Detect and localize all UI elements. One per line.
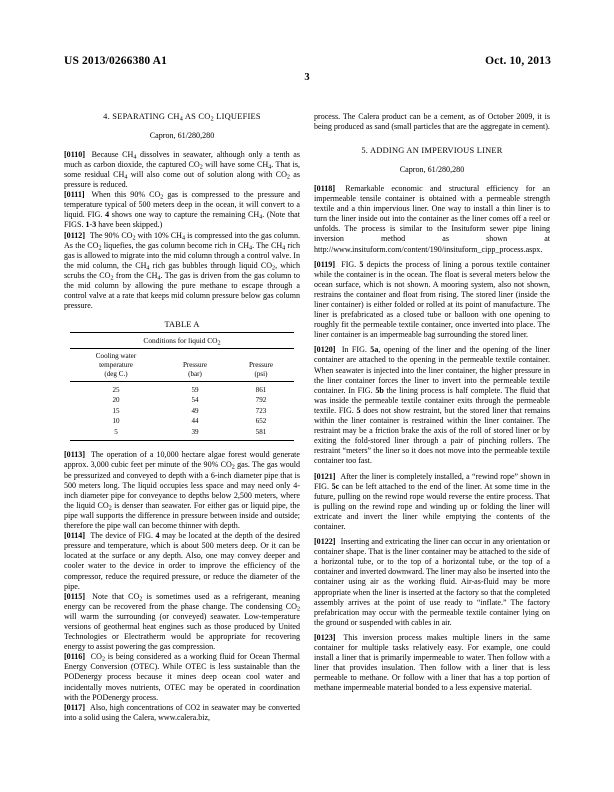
paragraph-0113: [0113] The operation of a 10,000 hectare algae forest would generate approx. 3,000 cubic feet per minute of the 90% $CO_2$ gas. The gas would be pressurized and conveyed to depth with a 6-inch diameter pipe that is 500 meters long. The liquid occupies less space and may need only 4-inch diameter pipe for conveyance to depths below 2,500 meters, where the liquid $CO_2$ is denser than seawater. For either gas or liquid pipe, the pipe wall supports the difference in pressure between inside and outside; therefore the pipe wall can become thinner with depth. <box>64 450 300 531</box>
paragraph-0112: [0112] The 90% $CO_2$ with 10% $CH_4$ is compressed into the gas column. As the $CO_2$ liquefies, the gas column become rich in $CH_4$. The $CH_4$ rich gas is allowed to migrate into the mid column through a control valve. In the mid column, the $CH_4$ rich gas bubbles through liquid $CO_2$, which scrubs the $CO_2$ from the $CH_4$. The gas is driven from the gas column to the mid column by allowing the pure methane to escape through a control valve at a rate that keeps mid column pressure below gas column pressure. <box>64 230 300 311</box>
paragraph-0121: [0121] After the liner is completely installed, a “rewind rope” shown in FIG. 5c can be left attached to the end of the liner. At some time in the future, pulling on the rewind rope would reverse the entire process. That is pulling on the rewind rope and winding up or folding the liner will extricate and invert the liner while emptying the contents of the container. <box>314 471 550 531</box>
cell-temperature: 20 <box>112 396 120 405</box>
running-head <box>64 55 551 67</box>
table-a-caption: TABLE A <box>164 320 200 330</box>
table-a-subcaption: Conditions for liquid $CO_2$ <box>143 335 221 347</box>
paragraph-number: [0118] <box>314 183 336 193</box>
paragraph-number: [0119] <box>314 259 336 269</box>
paragraph-0120: [0120] In FIG. 5a, opening of the liner and the opening of the liner container are attached to the opening in the permeable textile container. When seawater is injected into the liner container, the higher pressure in the liner container forces the liner to invert into the permeable textile container. In FIG. 5b the lining process is half complete. The fluid that was inside the permeable textile container exits through the permeable textile. FIG. 5 does not show restraint, but the stored liner that remains within the liner container is restrained within the liner container. The restraint may be a friction brake the axis of the roll of stored liner or by exiting the fold-stored liner through a pair of pinching rollers. The restraint “meters” the liner so it does not move into the permeable textile container too fast. <box>314 345 550 466</box>
right-column <box>314 112 550 772</box>
section-heading-5: 5. ADDING AN IMPERVIOUS LINER <box>361 146 503 156</box>
paragraph-number: [0117] <box>64 702 86 712</box>
paragraph-0119: [0119] FIG. 5 depicts the process of lining a porous textile container while the container is in the ocean. The float is several meters below the ocean surface, which is not shown. A mooring system, also not shown, restrains the container and float from rising. The stored liner (inside the liner container) is either folded or rolled at its point of manufacture. The liner is prefabricated as a closed tube or balloon with one opening to roughly fit the permeable textile container, once inverted into place. The liner container is an impermeable bag surrounding the stored liner. <box>314 259 550 340</box>
publication-number: US 2013/0266380 A1 <box>64 55 168 67</box>
cell-temperature: 15 <box>112 406 120 415</box>
table-a <box>70 332 294 441</box>
cell-pressure-bar: 49 <box>191 406 199 415</box>
section-4-citation: Capron, 61/280,280 <box>149 131 215 141</box>
cell-pressure-bar: 59 <box>191 385 199 394</box>
table-row <box>70 417 294 427</box>
table-row <box>70 385 294 395</box>
publication-date: Oct. 10, 2013 <box>485 55 551 67</box>
cell-temperature: 25 <box>112 385 120 394</box>
paragraph-0118: [0118] Remarkable economic and structural efficiency for an impermeable tensile container is obtained with a permeable strength textile and a thin impervious liner. One way to install a thin liner is to turn the liner inside out into the container as the liner comes off a reel or unfolds. The process is similar to the Insituform sewer pipe lining inversion method as shown at http://www.insituform.com/content/190/insituform_cipp_process.aspx. <box>314 183 550 254</box>
left-column <box>64 112 300 772</box>
paragraph-0114: [0114] The device of FIG. 4 may be located at the depth of the desired pressure and temperature, which is about 500 meters deep. Or it can be located at the surface or any depth. Also, one may convey deeper and cooler water to the device in order to improve the efficiency of the compressor, reduce the required pressure, or reduce the diameter of the pipe. <box>64 531 301 591</box>
paragraph-0123: [0123] This inversion process makes multiple liners in the same container for multiple tasks relatively easy. For example, one could install a liner that is primarily impermeable to water. Then follow with a liner that provides insulation. Then follow with a liner that is less permeable to methane. Or follow with a liner that has a top portion of methane impermeable material bonded to a less expensive material. <box>314 632 550 693</box>
paragraph-number: [0121] <box>314 471 336 481</box>
cell-pressure-bar: 39 <box>191 427 199 436</box>
table-row <box>70 406 294 416</box>
cell-temperature: 5 <box>114 427 118 436</box>
cell-temperature: 10 <box>112 417 120 426</box>
cell-pressure-psi: 652 <box>255 417 267 426</box>
paragraph-number: [0122] <box>314 537 336 547</box>
table-a-header-row <box>70 349 294 382</box>
paragraph-0122: [0122] Inserting and extricating the liner can occur in any orientation or container shape. That is the liner container may be attached to the side of a horizontal tube, or to the top of a horizontal tube, or the top of a container and inverted downward. The liner may also be inserted into the container using air as the working fluid. Air-as-fluid may be more appropriate when the liner is inserted at the factory so that the completed assembly arrives at the point of use ready to “inflate.” The factory prefabrication may occur with the permeable textile container lying on the ground or suspended with cables in air. <box>314 537 550 627</box>
paragraph-number: [0116] <box>64 652 86 662</box>
cell-pressure-psi: 581 <box>255 427 267 436</box>
cell-pressure-psi: 792 <box>255 396 267 405</box>
paragraph-0110: [0110] Because $CH_4$ dissolves in seawater, although only a tenth as much as carbon dioxide, the captured $CO_2$ will have some $CH_4$. That is, some residual $CH_4$ will also come out of solution along with $CO_2$ as pressure is reduced. <box>64 149 301 190</box>
paragraph-number: [0120] <box>314 345 336 355</box>
section-5-citation: Capron, 61/280,280 <box>399 165 465 175</box>
paragraph-0115: [0115] Note that $CO_2$ is sometimes used as a refrigerant, meaning energy can be recovered from the phase change. The condensing $CO_2$ will warm the surrounding (or conveyed) seawater. Low-temperature versions of geothermal heat engines such as those produced by United Technologies or Electratherm would be appropriate for recovering energy to assist powering the gas compression. <box>64 591 300 652</box>
cell-pressure-psi: 723 <box>255 406 267 415</box>
paragraph-number: [0123] <box>314 632 336 642</box>
table-a-header-temperature: Cooling water temperature (deg C.) <box>95 351 137 378</box>
paragraph-0116: [0116] $CO_2$ is being considered as a working fluid for Ocean Thermal Energy Conversion (OTEC). While OTEC is less sustainable than the PODenergy process because it mines deep ocean cool water and incidentally moves nutrients, OTEC may be operated in coordination with the PODenergy process. <box>64 652 300 702</box>
paragraph-number: [0113] <box>64 450 86 460</box>
cell-pressure-psi: 861 <box>255 385 267 394</box>
paragraph-number: [0114] <box>64 531 86 541</box>
paragraph-number: [0112] <box>64 230 86 240</box>
table-a-header-pressure-bar: Pressure (bar) <box>182 360 208 378</box>
body-columns <box>64 112 551 772</box>
paragraph-number: [0115] <box>64 591 86 601</box>
page-number: 3 <box>304 72 310 83</box>
table-row <box>70 396 294 406</box>
paragraph-number: [0111] <box>64 190 85 200</box>
cell-pressure-bar: 44 <box>191 417 199 426</box>
cell-pressure-bar: 54 <box>191 396 199 405</box>
table-a-wrapper <box>64 320 300 441</box>
section-heading-4: 4. SEPARATING $CH_4$ AS $CO_2$ LIQUEFIES <box>103 112 261 123</box>
paragraph-continuation: process. The Calera product can be a cement, as of October 2009, it is being produced as sand (small particles that are the aggregate in cement). <box>314 112 550 132</box>
table-row <box>70 427 294 437</box>
table-a-header-pressure-psi: Pressure (psi) <box>248 360 274 378</box>
paragraph-0111: [0111] When this 90% $CO_2$ gas is compressed to the pressure and temperature typical of 500 meters deep in the ocean, it will convert to a liquid. FIG. 4 shows one way to capture the remaining $CH_4$. (Note that FIGS. 1-3 have been skipped.) <box>64 190 301 230</box>
paragraph-0117: [0117] Also, high concentrations of CO2 in seawater may be converted into a solid using the Calera, www.calera.biz, <box>64 702 300 722</box>
paragraph-number: [0110] <box>64 149 86 159</box>
